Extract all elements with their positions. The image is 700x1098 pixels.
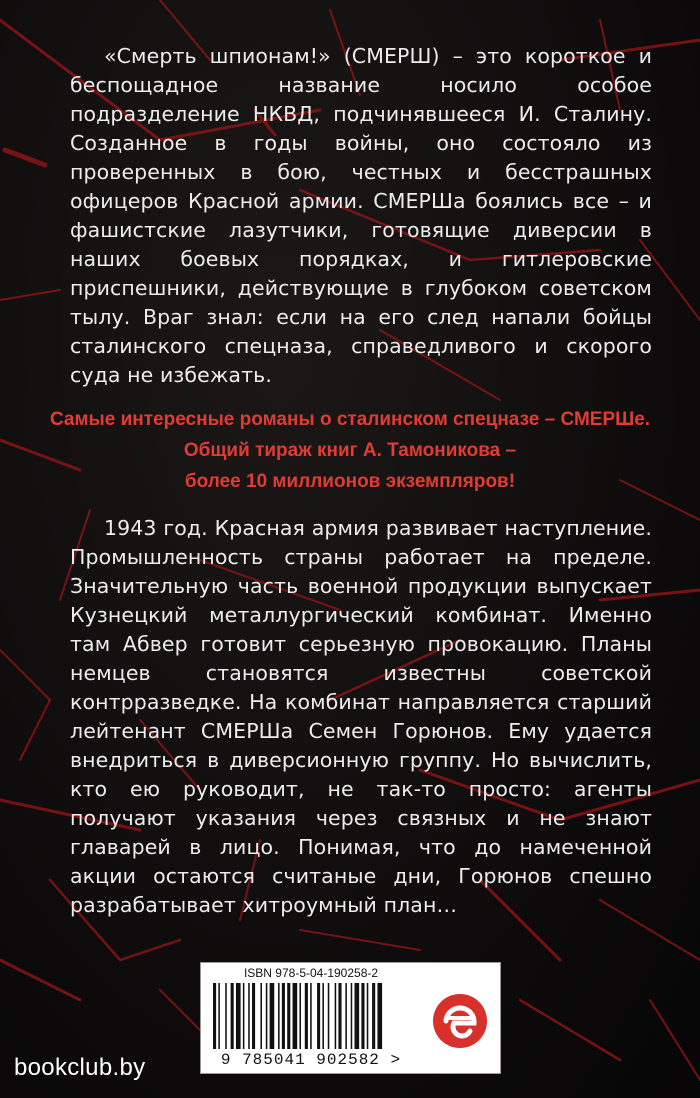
barcode-icon bbox=[213, 983, 409, 1049]
plot-paragraph: 1943 год. Красная армия развивает наступление. Промышленность страны работает на пределе. Значительную часть военной продукции выпускает Кузнецкий металлургический комбинат. Именно там Абвер готовит серьезную провокацию. Планы немцев становятся известны советской контрразведке. На комбинат направляется старший лейтенант СМЕРШа Семен Горюнов. Ему удается внедриться в диверсионную группу. Но вычислить, кто ею руководит, не так-то просто: агенты получают указания через связных и не знают главарей в лицо. Понимая, что до намеченной акции остаются считаные дни, Горюнов спешно разрабатывает хитроумный план… bbox=[70, 516, 652, 917]
promo-line-3: более 10 миллионов экземпляров! bbox=[184, 471, 516, 492]
promo-line-1: Самые интересные романы о сталинском спецназе – СМЕРШе. bbox=[49, 409, 651, 430]
intro-paragraph: «Смерть шпионам!» (СМЕРШ) – это короткое и беспощадное название носило особое подразделение НКВД, подчинявшееся И. Сталину. Созданное в годы войны, оно состояло из проверенных в бою, честных и бесстрашных офицеров Красной армии. СМЕРШа боялись все – и фашистские лазутчики, готовящие диверсии в наших боевых порядках, и гитлеровские приспешники, действующие в глубоком советском тылу. Враг знал: если на его след напали бойцы сталинского спецназа, справедливого и скорого суда не избежать. bbox=[70, 44, 652, 387]
barcode-digits: 9 785041 902582 > bbox=[220, 1051, 402, 1069]
watermark-text: bookclub.by bbox=[14, 1054, 146, 1081]
isbn-text: ISBN 978-5-04-190258-2 bbox=[243, 966, 379, 980]
eksmo-logo-icon bbox=[420, 963, 500, 1073]
promo-block bbox=[40, 404, 660, 497]
barcode-block bbox=[200, 962, 422, 1074]
promo-line-2: Общий тираж книг А. Тамоникова – bbox=[183, 440, 517, 461]
publisher-logo-box bbox=[420, 962, 501, 1074]
